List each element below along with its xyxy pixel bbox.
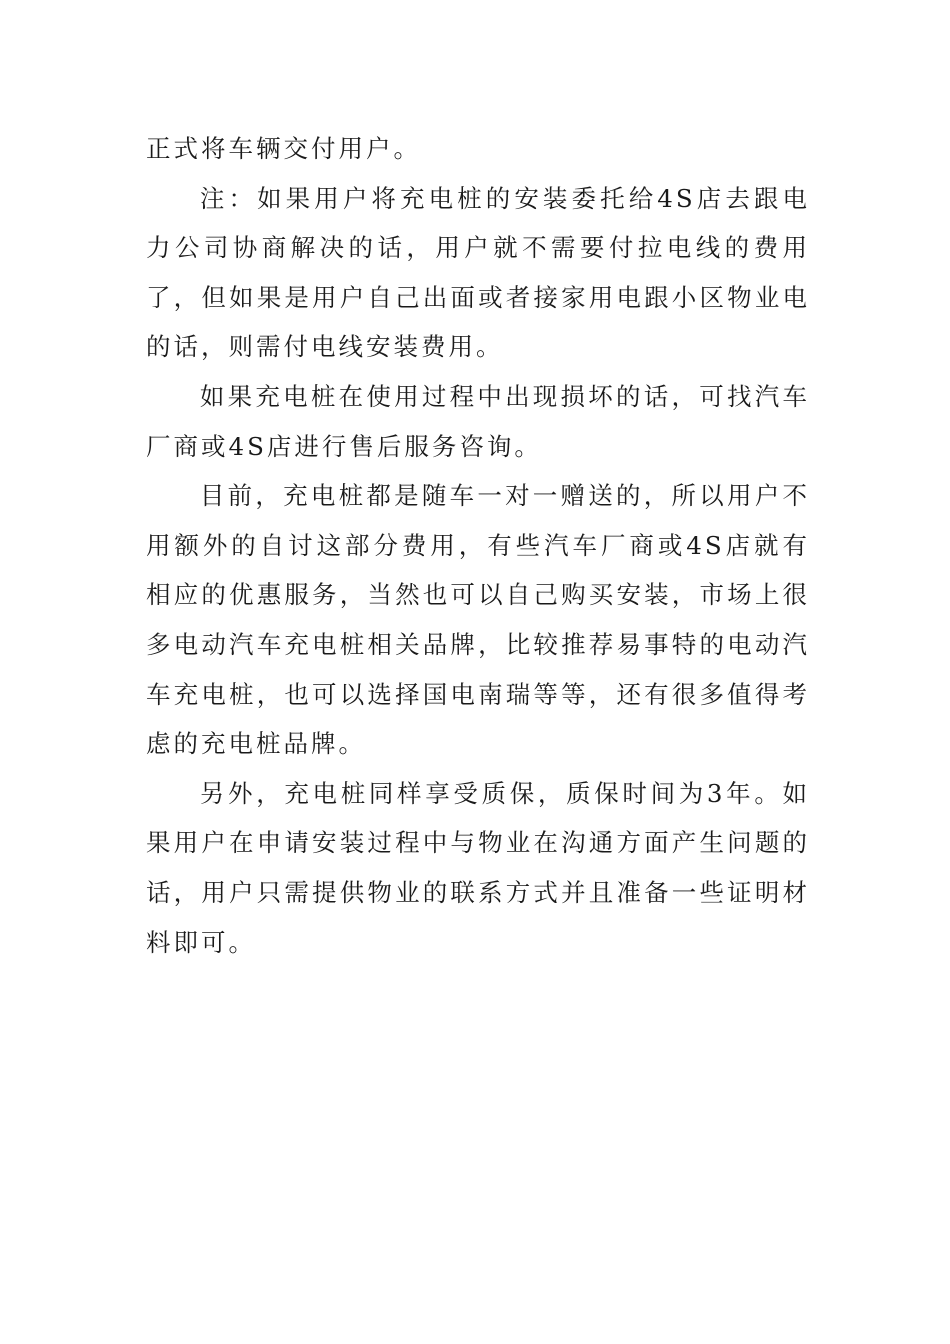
paragraph-warranty: 另外，充电桩同样享受质保，质保时间为3年。如果用户在申请安装过程中与物业在沟通方面产生问题的话，用户只需提供物业的联系方式并且准备一些证明材料即可。 <box>146 778 810 957</box>
paragraph-continuation: 正式将车辆交付用户。 <box>146 134 421 163</box>
paragraph-note: 注：如果用户将充电桩的安装委托给4S店去跟电力公司协商解决的话，用户就不需要付拉电线的费用了，但如果是用户自己出面或者接家用电跟小区物业电的话，则需付电线安装费用。 <box>146 183 810 362</box>
document-body <box>146 124 810 967</box>
paragraph-damage-service: 如果充电桩在使用过程中出现损坏的话，可找汽车厂商或4S店进行售后服务咨询。 <box>146 381 810 461</box>
paragraph-brands: 目前，充电桩都是随车一对一赠送的，所以用户不用额外的自讨这部分费用，有些汽车厂商或4S店就有相应的优惠服务，当然也可以自己购买安装，市场上很多电动汽车充电桩相关品牌，比较推荐易事特的电动汽车充电桩，也可以选择国电南瑞等等，还有很多值得考虑的充电桩品牌。 <box>146 481 810 759</box>
